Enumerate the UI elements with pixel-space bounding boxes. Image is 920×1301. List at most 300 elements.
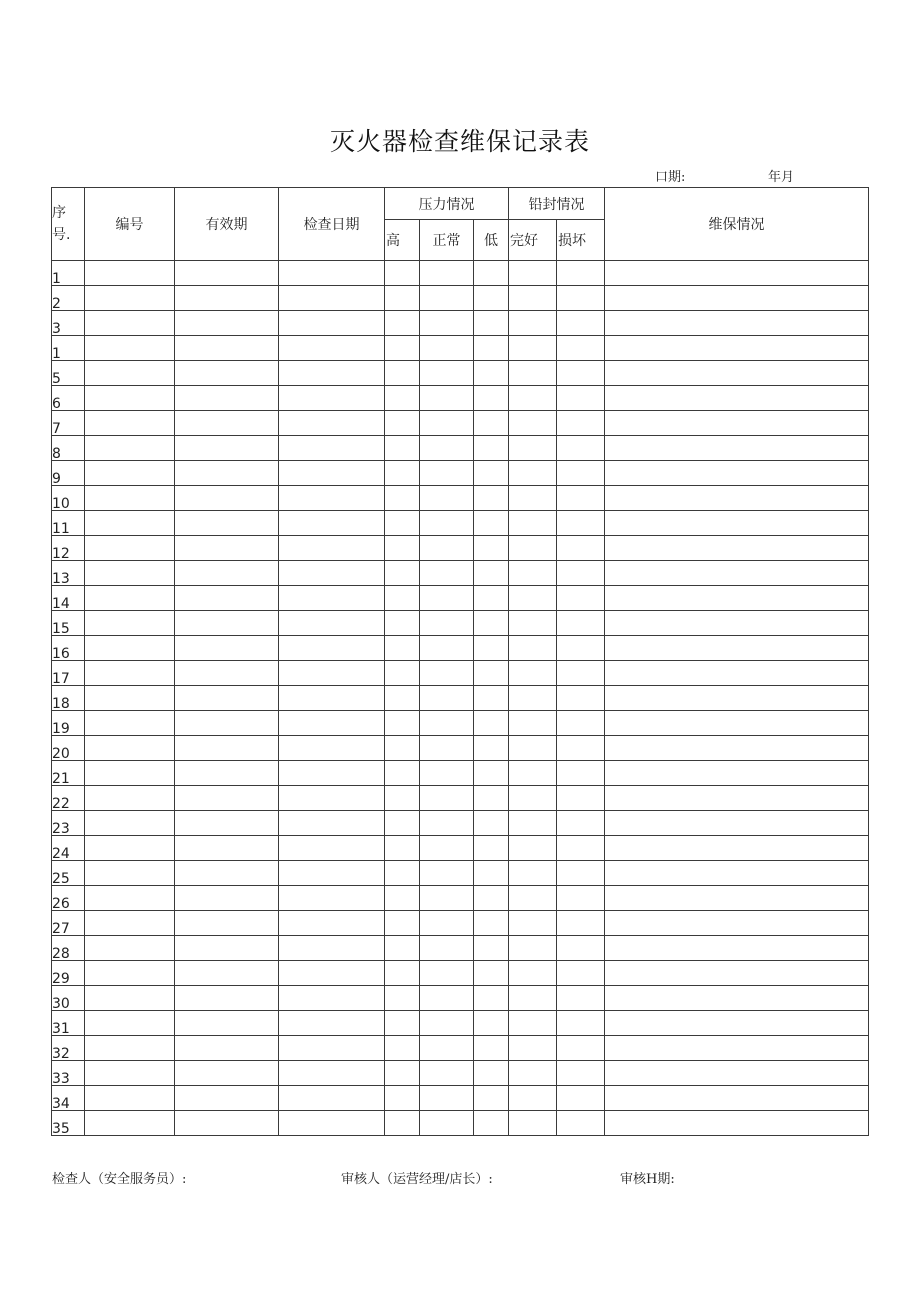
cell-code[interactable] [85, 286, 175, 311]
cell-maintenance[interactable] [605, 311, 869, 336]
cell-expiry[interactable] [175, 761, 279, 786]
cell-seal-broken[interactable] [557, 711, 605, 736]
cell-pressure-low[interactable] [474, 436, 509, 461]
cell-expiry[interactable] [175, 1011, 279, 1036]
cell-code[interactable] [85, 486, 175, 511]
cell-code[interactable] [85, 611, 175, 636]
cell-seal-good[interactable] [509, 411, 557, 436]
cell-pressure-high[interactable] [385, 886, 420, 911]
cell-maintenance[interactable] [605, 886, 869, 911]
cell-pressure-low[interactable] [474, 336, 509, 361]
cell-check-date[interactable] [279, 961, 385, 986]
cell-expiry[interactable] [175, 886, 279, 911]
cell-pressure-normal[interactable] [420, 886, 474, 911]
cell-expiry[interactable] [175, 611, 279, 636]
cell-pressure-low[interactable] [474, 886, 509, 911]
cell-pressure-normal[interactable] [420, 586, 474, 611]
cell-check-date[interactable] [279, 336, 385, 361]
cell-maintenance[interactable] [605, 1086, 869, 1111]
cell-check-date[interactable] [279, 361, 385, 386]
cell-check-date[interactable] [279, 611, 385, 636]
cell-expiry[interactable] [175, 1086, 279, 1111]
cell-seal-good[interactable] [509, 486, 557, 511]
cell-code[interactable] [85, 761, 175, 786]
cell-expiry[interactable] [175, 936, 279, 961]
cell-pressure-high[interactable] [385, 1111, 420, 1136]
cell-expiry[interactable] [175, 736, 279, 761]
cell-pressure-low[interactable] [474, 936, 509, 961]
cell-pressure-low[interactable] [474, 961, 509, 986]
cell-pressure-low[interactable] [474, 861, 509, 886]
cell-pressure-low[interactable] [474, 286, 509, 311]
cell-maintenance[interactable] [605, 561, 869, 586]
cell-seal-broken[interactable] [557, 811, 605, 836]
cell-check-date[interactable] [279, 536, 385, 561]
cell-expiry[interactable] [175, 286, 279, 311]
cell-check-date[interactable] [279, 311, 385, 336]
cell-pressure-normal[interactable] [420, 261, 474, 286]
cell-pressure-high[interactable] [385, 986, 420, 1011]
cell-expiry[interactable] [175, 711, 279, 736]
cell-pressure-low[interactable] [474, 736, 509, 761]
cell-seal-good[interactable] [509, 311, 557, 336]
cell-pressure-normal[interactable] [420, 486, 474, 511]
cell-seal-good[interactable] [509, 661, 557, 686]
cell-seal-good[interactable] [509, 711, 557, 736]
cell-maintenance[interactable] [605, 686, 869, 711]
cell-seal-good[interactable] [509, 336, 557, 361]
cell-pressure-low[interactable] [474, 511, 509, 536]
cell-pressure-normal[interactable] [420, 761, 474, 786]
cell-code[interactable] [85, 1011, 175, 1036]
cell-pressure-low[interactable] [474, 761, 509, 786]
cell-check-date[interactable] [279, 636, 385, 661]
cell-pressure-low[interactable] [474, 686, 509, 711]
cell-pressure-high[interactable] [385, 961, 420, 986]
cell-pressure-normal[interactable] [420, 786, 474, 811]
cell-seal-good[interactable] [509, 786, 557, 811]
cell-pressure-normal[interactable] [420, 961, 474, 986]
cell-check-date[interactable] [279, 1111, 385, 1136]
cell-expiry[interactable] [175, 536, 279, 561]
cell-code[interactable] [85, 961, 175, 986]
cell-code[interactable] [85, 586, 175, 611]
cell-code[interactable] [85, 786, 175, 811]
cell-expiry[interactable] [175, 636, 279, 661]
cell-pressure-high[interactable] [385, 836, 420, 861]
cell-check-date[interactable] [279, 811, 385, 836]
cell-pressure-normal[interactable] [420, 561, 474, 586]
cell-expiry[interactable] [175, 411, 279, 436]
cell-check-date[interactable] [279, 911, 385, 936]
cell-pressure-low[interactable] [474, 911, 509, 936]
cell-seal-broken[interactable] [557, 536, 605, 561]
cell-pressure-high[interactable] [385, 661, 420, 686]
cell-pressure-normal[interactable] [420, 286, 474, 311]
cell-maintenance[interactable] [605, 611, 869, 636]
cell-pressure-low[interactable] [474, 1036, 509, 1061]
cell-code[interactable] [85, 361, 175, 386]
cell-expiry[interactable] [175, 986, 279, 1011]
cell-code[interactable] [85, 1061, 175, 1086]
cell-pressure-low[interactable] [474, 311, 509, 336]
cell-pressure-high[interactable] [385, 261, 420, 286]
cell-seal-broken[interactable] [557, 261, 605, 286]
cell-seal-broken[interactable] [557, 1111, 605, 1136]
cell-check-date[interactable] [279, 786, 385, 811]
cell-seal-broken[interactable] [557, 361, 605, 386]
cell-code[interactable] [85, 411, 175, 436]
cell-check-date[interactable] [279, 736, 385, 761]
cell-check-date[interactable] [279, 861, 385, 886]
cell-seal-broken[interactable] [557, 586, 605, 611]
cell-seal-good[interactable] [509, 361, 557, 386]
cell-check-date[interactable] [279, 1011, 385, 1036]
cell-code[interactable] [85, 911, 175, 936]
cell-expiry[interactable] [175, 386, 279, 411]
cell-code[interactable] [85, 561, 175, 586]
cell-maintenance[interactable] [605, 336, 869, 361]
cell-maintenance[interactable] [605, 1061, 869, 1086]
cell-code[interactable] [85, 1111, 175, 1136]
cell-code[interactable] [85, 1086, 175, 1111]
cell-seal-broken[interactable] [557, 861, 605, 886]
cell-code[interactable] [85, 261, 175, 286]
cell-seal-good[interactable] [509, 436, 557, 461]
cell-expiry[interactable] [175, 486, 279, 511]
cell-expiry[interactable] [175, 361, 279, 386]
cell-seal-good[interactable] [509, 836, 557, 861]
cell-seal-good[interactable] [509, 811, 557, 836]
cell-maintenance[interactable] [605, 711, 869, 736]
cell-seal-broken[interactable] [557, 761, 605, 786]
cell-pressure-high[interactable] [385, 636, 420, 661]
cell-pressure-high[interactable] [385, 436, 420, 461]
cell-seal-good[interactable] [509, 561, 557, 586]
cell-expiry[interactable] [175, 1111, 279, 1136]
cell-seal-broken[interactable] [557, 936, 605, 961]
cell-check-date[interactable] [279, 261, 385, 286]
cell-check-date[interactable] [279, 1086, 385, 1111]
cell-seal-good[interactable] [509, 611, 557, 636]
cell-maintenance[interactable] [605, 986, 869, 1011]
cell-seal-good[interactable] [509, 511, 557, 536]
cell-seal-good[interactable] [509, 461, 557, 486]
cell-code[interactable] [85, 661, 175, 686]
cell-pressure-normal[interactable] [420, 336, 474, 361]
cell-check-date[interactable] [279, 1036, 385, 1061]
cell-expiry[interactable] [175, 861, 279, 886]
cell-maintenance[interactable] [605, 361, 869, 386]
cell-pressure-normal[interactable] [420, 661, 474, 686]
cell-check-date[interactable] [279, 461, 385, 486]
cell-pressure-low[interactable] [474, 361, 509, 386]
cell-pressure-low[interactable] [474, 836, 509, 861]
cell-pressure-normal[interactable] [420, 1111, 474, 1136]
cell-pressure-normal[interactable] [420, 736, 474, 761]
cell-pressure-normal[interactable] [420, 1061, 474, 1086]
cell-maintenance[interactable] [605, 461, 869, 486]
cell-code[interactable] [85, 936, 175, 961]
cell-maintenance[interactable] [605, 1036, 869, 1061]
cell-pressure-normal[interactable] [420, 836, 474, 861]
cell-check-date[interactable] [279, 711, 385, 736]
cell-pressure-normal[interactable] [420, 311, 474, 336]
cell-expiry[interactable] [175, 961, 279, 986]
cell-seal-broken[interactable] [557, 961, 605, 986]
cell-maintenance[interactable] [605, 586, 869, 611]
cell-pressure-normal[interactable] [420, 611, 474, 636]
cell-pressure-high[interactable] [385, 286, 420, 311]
cell-code[interactable] [85, 711, 175, 736]
cell-seal-good[interactable] [509, 886, 557, 911]
cell-pressure-low[interactable] [474, 1086, 509, 1111]
cell-pressure-normal[interactable] [420, 911, 474, 936]
cell-seal-broken[interactable] [557, 336, 605, 361]
cell-check-date[interactable] [279, 936, 385, 961]
cell-pressure-high[interactable] [385, 486, 420, 511]
cell-pressure-high[interactable] [385, 561, 420, 586]
cell-pressure-normal[interactable] [420, 636, 474, 661]
cell-maintenance[interactable] [605, 936, 869, 961]
cell-pressure-low[interactable] [474, 536, 509, 561]
cell-check-date[interactable] [279, 511, 385, 536]
cell-seal-broken[interactable] [557, 311, 605, 336]
cell-pressure-high[interactable] [385, 811, 420, 836]
cell-code[interactable] [85, 386, 175, 411]
cell-pressure-low[interactable] [474, 661, 509, 686]
cell-seal-good[interactable] [509, 636, 557, 661]
cell-expiry[interactable] [175, 561, 279, 586]
cell-seal-good[interactable] [509, 686, 557, 711]
cell-seal-broken[interactable] [557, 486, 605, 511]
cell-pressure-normal[interactable] [420, 686, 474, 711]
cell-expiry[interactable] [175, 836, 279, 861]
cell-check-date[interactable] [279, 486, 385, 511]
cell-code[interactable] [85, 886, 175, 911]
cell-check-date[interactable] [279, 586, 385, 611]
cell-check-date[interactable] [279, 761, 385, 786]
cell-pressure-normal[interactable] [420, 536, 474, 561]
cell-expiry[interactable] [175, 261, 279, 286]
cell-seal-broken[interactable] [557, 686, 605, 711]
cell-seal-good[interactable] [509, 961, 557, 986]
cell-maintenance[interactable] [605, 661, 869, 686]
cell-maintenance[interactable] [605, 861, 869, 886]
cell-pressure-low[interactable] [474, 461, 509, 486]
cell-expiry[interactable] [175, 511, 279, 536]
cell-pressure-high[interactable] [385, 711, 420, 736]
cell-pressure-high[interactable] [385, 1061, 420, 1086]
cell-code[interactable] [85, 536, 175, 561]
cell-pressure-normal[interactable] [420, 861, 474, 886]
cell-pressure-low[interactable] [474, 986, 509, 1011]
cell-code[interactable] [85, 336, 175, 361]
cell-pressure-low[interactable] [474, 1111, 509, 1136]
cell-pressure-high[interactable] [385, 1036, 420, 1061]
cell-seal-good[interactable] [509, 1111, 557, 1136]
cell-pressure-high[interactable] [385, 611, 420, 636]
cell-code[interactable] [85, 436, 175, 461]
cell-pressure-low[interactable] [474, 811, 509, 836]
cell-maintenance[interactable] [605, 536, 869, 561]
cell-expiry[interactable] [175, 586, 279, 611]
cell-seal-good[interactable] [509, 936, 557, 961]
cell-check-date[interactable] [279, 986, 385, 1011]
cell-seal-broken[interactable] [557, 736, 605, 761]
cell-maintenance[interactable] [605, 786, 869, 811]
cell-maintenance[interactable] [605, 836, 869, 861]
cell-maintenance[interactable] [605, 286, 869, 311]
cell-maintenance[interactable] [605, 436, 869, 461]
cell-seal-broken[interactable] [557, 411, 605, 436]
cell-seal-good[interactable] [509, 1011, 557, 1036]
cell-pressure-normal[interactable] [420, 461, 474, 486]
cell-code[interactable] [85, 511, 175, 536]
cell-seal-broken[interactable] [557, 1061, 605, 1086]
cell-seal-good[interactable] [509, 1061, 557, 1086]
cell-pressure-high[interactable] [385, 1011, 420, 1036]
cell-expiry[interactable] [175, 436, 279, 461]
cell-pressure-normal[interactable] [420, 1011, 474, 1036]
cell-pressure-high[interactable] [385, 736, 420, 761]
cell-pressure-normal[interactable] [420, 811, 474, 836]
cell-maintenance[interactable] [605, 261, 869, 286]
cell-check-date[interactable] [279, 386, 385, 411]
cell-seal-broken[interactable] [557, 836, 605, 861]
cell-expiry[interactable] [175, 661, 279, 686]
cell-seal-good[interactable] [509, 536, 557, 561]
cell-seal-broken[interactable] [557, 436, 605, 461]
cell-expiry[interactable] [175, 1036, 279, 1061]
cell-pressure-high[interactable] [385, 536, 420, 561]
cell-pressure-low[interactable] [474, 561, 509, 586]
cell-check-date[interactable] [279, 686, 385, 711]
cell-code[interactable] [85, 461, 175, 486]
cell-seal-broken[interactable] [557, 286, 605, 311]
cell-seal-good[interactable] [509, 261, 557, 286]
cell-seal-broken[interactable] [557, 1086, 605, 1111]
cell-pressure-high[interactable] [385, 1086, 420, 1111]
cell-seal-good[interactable] [509, 911, 557, 936]
cell-expiry[interactable] [175, 911, 279, 936]
cell-check-date[interactable] [279, 886, 385, 911]
cell-maintenance[interactable] [605, 511, 869, 536]
cell-pressure-high[interactable] [385, 786, 420, 811]
cell-pressure-high[interactable] [385, 686, 420, 711]
cell-maintenance[interactable] [605, 1011, 869, 1036]
cell-code[interactable] [85, 311, 175, 336]
cell-seal-broken[interactable] [557, 886, 605, 911]
cell-check-date[interactable] [279, 836, 385, 861]
cell-pressure-low[interactable] [474, 411, 509, 436]
cell-pressure-high[interactable] [385, 361, 420, 386]
cell-seal-good[interactable] [509, 386, 557, 411]
cell-code[interactable] [85, 811, 175, 836]
cell-pressure-normal[interactable] [420, 986, 474, 1011]
cell-check-date[interactable] [279, 286, 385, 311]
cell-seal-broken[interactable] [557, 511, 605, 536]
cell-code[interactable] [85, 861, 175, 886]
cell-seal-broken[interactable] [557, 1036, 605, 1061]
cell-seal-good[interactable] [509, 986, 557, 1011]
cell-pressure-low[interactable] [474, 636, 509, 661]
cell-seal-broken[interactable] [557, 911, 605, 936]
cell-pressure-normal[interactable] [420, 361, 474, 386]
cell-pressure-low[interactable] [474, 786, 509, 811]
cell-seal-good[interactable] [509, 1086, 557, 1111]
cell-pressure-low[interactable] [474, 486, 509, 511]
cell-code[interactable] [85, 636, 175, 661]
cell-check-date[interactable] [279, 436, 385, 461]
cell-maintenance[interactable] [605, 736, 869, 761]
cell-check-date[interactable] [279, 561, 385, 586]
cell-expiry[interactable] [175, 786, 279, 811]
cell-code[interactable] [85, 1036, 175, 1061]
cell-pressure-high[interactable] [385, 511, 420, 536]
cell-expiry[interactable] [175, 311, 279, 336]
cell-pressure-normal[interactable] [420, 436, 474, 461]
cell-maintenance[interactable] [605, 386, 869, 411]
cell-code[interactable] [85, 686, 175, 711]
cell-seal-broken[interactable] [557, 786, 605, 811]
cell-code[interactable] [85, 836, 175, 861]
cell-check-date[interactable] [279, 661, 385, 686]
cell-seal-broken[interactable] [557, 636, 605, 661]
cell-expiry[interactable] [175, 461, 279, 486]
cell-seal-broken[interactable] [557, 986, 605, 1011]
cell-pressure-normal[interactable] [420, 711, 474, 736]
cell-seal-broken[interactable] [557, 386, 605, 411]
cell-code[interactable] [85, 986, 175, 1011]
cell-maintenance[interactable] [605, 761, 869, 786]
cell-pressure-high[interactable] [385, 336, 420, 361]
cell-pressure-high[interactable] [385, 386, 420, 411]
cell-pressure-high[interactable] [385, 461, 420, 486]
cell-pressure-high[interactable] [385, 586, 420, 611]
cell-seal-broken[interactable] [557, 1011, 605, 1036]
cell-seal-good[interactable] [509, 586, 557, 611]
cell-seal-good[interactable] [509, 286, 557, 311]
cell-pressure-low[interactable] [474, 586, 509, 611]
cell-pressure-high[interactable] [385, 936, 420, 961]
cell-seal-broken[interactable] [557, 661, 605, 686]
cell-seal-good[interactable] [509, 861, 557, 886]
cell-seal-good[interactable] [509, 761, 557, 786]
cell-pressure-low[interactable] [474, 1011, 509, 1036]
cell-check-date[interactable] [279, 1061, 385, 1086]
cell-expiry[interactable] [175, 686, 279, 711]
cell-expiry[interactable] [175, 1061, 279, 1086]
cell-check-date[interactable] [279, 411, 385, 436]
cell-pressure-normal[interactable] [420, 386, 474, 411]
cell-pressure-low[interactable] [474, 711, 509, 736]
cell-maintenance[interactable] [605, 961, 869, 986]
cell-pressure-high[interactable] [385, 411, 420, 436]
cell-pressure-normal[interactable] [420, 511, 474, 536]
cell-expiry[interactable] [175, 336, 279, 361]
cell-seal-good[interactable] [509, 1036, 557, 1061]
cell-pressure-normal[interactable] [420, 411, 474, 436]
cell-pressure-normal[interactable] [420, 1036, 474, 1061]
cell-maintenance[interactable] [605, 911, 869, 936]
cell-pressure-high[interactable] [385, 861, 420, 886]
cell-pressure-low[interactable] [474, 261, 509, 286]
cell-maintenance[interactable] [605, 1111, 869, 1136]
cell-maintenance[interactable] [605, 636, 869, 661]
cell-seal-good[interactable] [509, 736, 557, 761]
cell-seal-broken[interactable] [557, 461, 605, 486]
